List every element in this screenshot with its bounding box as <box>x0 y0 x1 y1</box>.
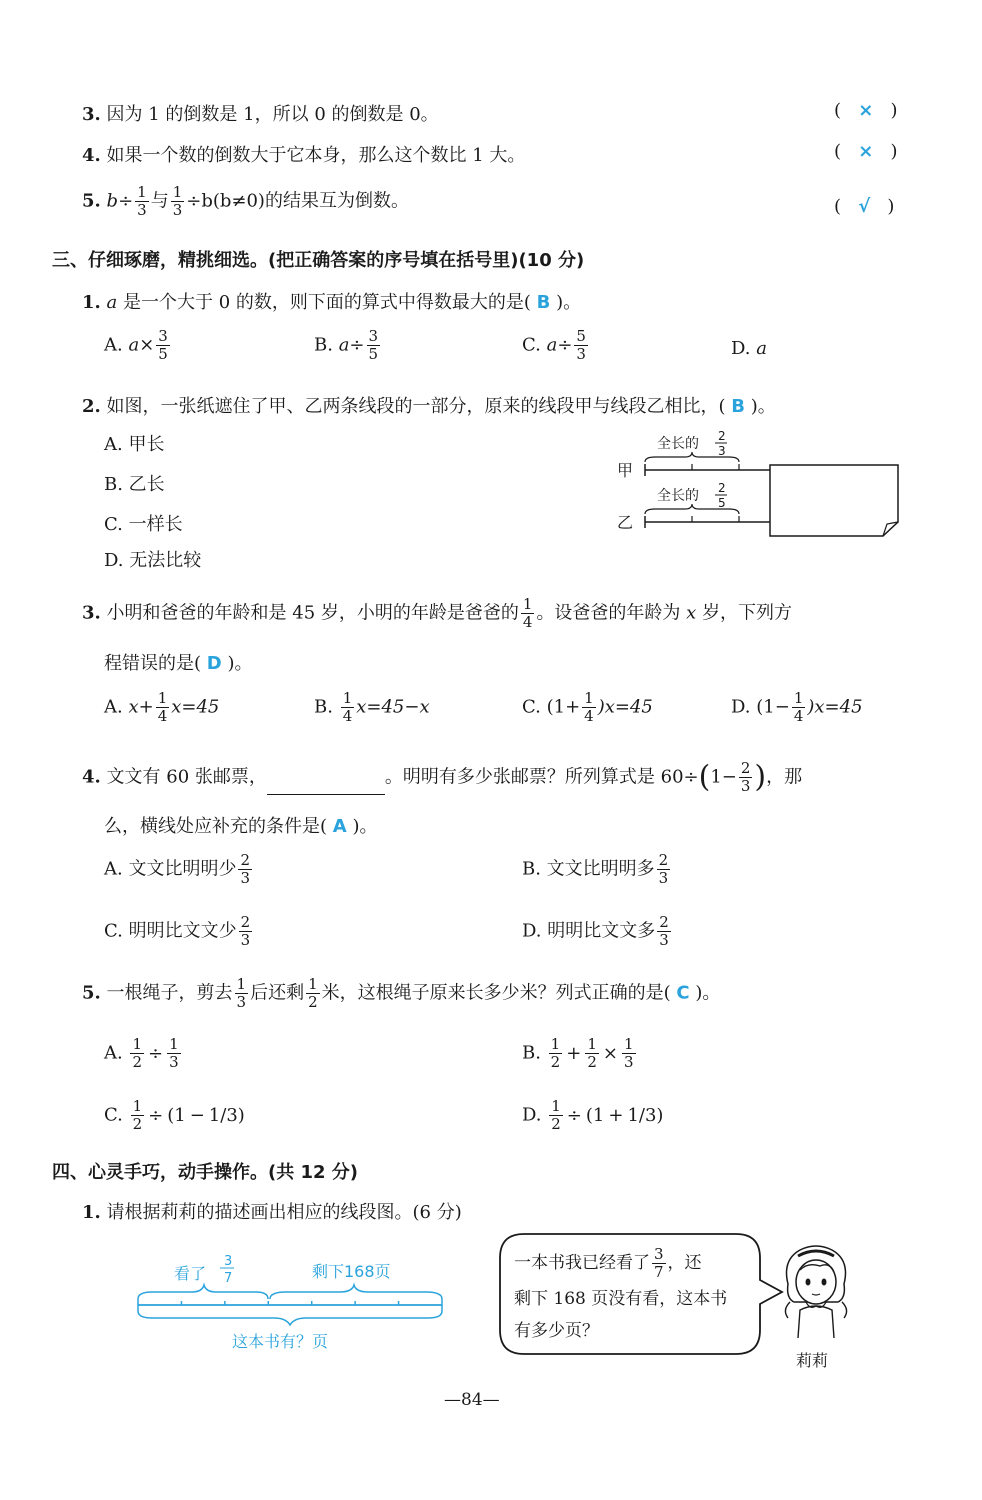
question-text: 岁，下列方 <box>702 602 793 624</box>
remain-label: 剩下168页 <box>312 1262 391 1281</box>
option-label: B. 文文比明明多 <box>522 858 655 880</box>
operator: × <box>602 1042 618 1064</box>
line-segment-diagram <box>130 1245 460 1355</box>
option-label: C. <box>522 696 541 718</box>
answer-paren: ( × ) <box>834 100 898 121</box>
label-yi: 乙 <box>617 513 634 532</box>
numerator: 1 <box>132 1035 142 1053</box>
fraction <box>367 328 381 363</box>
operator: × <box>139 334 155 356</box>
variable-a: a <box>338 334 350 356</box>
expression: 1− <box>710 766 737 788</box>
connector-text: 与 <box>150 190 169 212</box>
fraction <box>135 184 149 219</box>
bubble-line: 一本书我已经看了 <box>514 1253 650 1273</box>
fraction <box>239 914 253 949</box>
section-title: 四、心灵手巧，动手操作。(共 12 分) <box>52 1162 359 1183</box>
fraction <box>238 852 252 887</box>
question-text: 文文有 60 张邮票， <box>106 766 267 788</box>
option-a: A. 甲长 <box>104 434 165 455</box>
answer-paren: ( × ) <box>834 141 898 162</box>
numerator: 1 <box>236 975 247 993</box>
brace-remain <box>270 1285 442 1299</box>
close-paren: )。 <box>750 396 776 417</box>
option-d <box>731 690 863 725</box>
label-full-length: 全长的 <box>657 436 699 452</box>
question-text: ÷b(b≠0)的结果互为倒数。 <box>186 190 409 212</box>
question-text: 米，这根绳子原来长多少米？列式正确的是( <box>321 982 671 1004</box>
option-b <box>522 852 672 887</box>
option-c <box>522 328 590 363</box>
answer-mark: × <box>858 141 874 162</box>
fraction <box>341 690 355 725</box>
answer-paren: ( √ ) <box>834 196 895 217</box>
close-paren: )。 <box>352 816 378 837</box>
denominator: 2 <box>550 1053 561 1071</box>
denominator: 3 <box>169 1053 179 1071</box>
answer-mark: B <box>536 292 551 313</box>
question-text: ，那 <box>766 766 803 788</box>
answer-mark: B <box>731 396 746 417</box>
question-text: 。设爸爸的年龄为 <box>536 602 681 624</box>
question-text: 是一个大于 0 的数，则下面的算式中得数最大的是( <box>117 292 531 313</box>
option-label: A. <box>104 1042 129 1064</box>
question-text: 因为 1 的倒数是 1，所以 0 的倒数是 0。 <box>106 104 439 125</box>
option-a <box>104 690 219 725</box>
paper-cover <box>770 465 898 536</box>
question-continuation <box>104 812 377 838</box>
denominator: 5 <box>368 345 379 363</box>
fraction <box>521 596 535 631</box>
option-c <box>522 690 653 725</box>
numerator: 1 <box>172 183 183 201</box>
numerator: 1 <box>623 1035 634 1053</box>
fraction <box>622 1036 636 1071</box>
expression: x+ <box>128 696 154 718</box>
question-text: 么，横线处应补充的条件是( <box>104 816 328 837</box>
question-number: 4. <box>82 145 101 166</box>
option-d <box>522 914 673 949</box>
denominator: 4 <box>342 707 353 725</box>
fraction <box>156 690 170 725</box>
fraction <box>156 328 170 363</box>
operator: + <box>608 1104 624 1126</box>
operator: ÷ <box>118 190 134 212</box>
numerator: 2 <box>658 851 669 869</box>
question-text: 。明明有多少张邮票？所列算式是 60÷ <box>384 766 699 788</box>
option-b <box>522 1036 638 1071</box>
numerator: 5 <box>576 327 586 345</box>
left-eye <box>806 1279 811 1286</box>
label-full-length: 全长的 <box>657 488 699 504</box>
numerator: 2 <box>740 759 751 777</box>
option-label: A. <box>104 696 123 718</box>
option-label: D. <box>731 338 751 359</box>
numerator: 1 <box>584 689 594 707</box>
variable-a: a <box>128 334 140 356</box>
girl-illustration <box>776 1240 856 1340</box>
denominator: 2 <box>132 1115 143 1133</box>
operator: ÷ <box>349 334 365 356</box>
numerator: 1 <box>587 1035 597 1053</box>
mc-question-3 <box>82 596 792 631</box>
fill-in-blank[interactable] <box>267 776 385 795</box>
numerator: 2 <box>718 481 726 495</box>
variable-a: a <box>106 292 118 313</box>
option-label: B. <box>314 696 333 718</box>
denominator: 4 <box>522 613 533 631</box>
option-b <box>314 328 382 363</box>
answer-mark: A <box>332 816 347 837</box>
denominator: 3 <box>576 345 586 363</box>
numerator: 1 <box>132 1097 143 1115</box>
expression: x=45 <box>171 696 220 718</box>
question-text: 请根据莉莉的描述画出相应的线段图。(6 分) <box>106 1202 462 1223</box>
operator: + <box>566 1042 582 1064</box>
question-number: 3. <box>82 602 101 624</box>
denominator: 5 <box>158 345 168 363</box>
question-text: 小明和爸爸的年龄和是 45 岁，小明的年龄是爸爸的 <box>106 602 519 624</box>
numerator: 2 <box>659 913 669 931</box>
fraction <box>574 328 588 363</box>
expression: )x=45 <box>597 696 653 718</box>
variable-a: a <box>546 334 558 356</box>
question-number: 1. <box>82 1202 101 1223</box>
option-a <box>104 328 172 363</box>
option-label: B. <box>522 1042 547 1064</box>
close-paren: ) <box>754 759 767 795</box>
expression: x=45−x <box>356 696 430 718</box>
operator: ÷ <box>148 1104 164 1126</box>
mc-question-4 <box>82 760 802 795</box>
numerator: 1 <box>793 689 804 707</box>
denominator: 2 <box>132 1053 142 1071</box>
fraction <box>652 1246 666 1281</box>
numerator: 1 <box>308 975 318 993</box>
operation-question-1 <box>82 1198 462 1224</box>
numerator: 2 <box>240 851 250 869</box>
answer-mark: × <box>858 100 874 121</box>
fraction <box>167 1036 181 1071</box>
right-eye <box>822 1279 827 1286</box>
fraction <box>585 1036 599 1071</box>
variable-b: b <box>106 190 119 212</box>
close-paren: )。 <box>695 982 721 1004</box>
denominator: 5 <box>718 496 726 510</box>
denominator: 3 <box>659 931 669 949</box>
operator: 1/3) <box>627 1104 664 1126</box>
denominator: 3 <box>623 1053 634 1071</box>
denominator: 4 <box>157 707 168 725</box>
option-label: C. 明明比文文少 <box>104 920 237 942</box>
question-number: 2. <box>82 396 101 417</box>
denominator: 7 <box>654 1263 664 1281</box>
numerator: 2 <box>718 429 726 443</box>
option-d: D. 无法比较 <box>104 550 202 571</box>
option-b <box>314 690 430 725</box>
operator: ÷ <box>557 334 573 356</box>
fraction <box>657 914 671 949</box>
question-number: 4. <box>82 766 101 788</box>
total-label: 这本书有？页 <box>232 1332 329 1351</box>
denominator: 2 <box>587 1053 597 1071</box>
fraction <box>739 760 753 795</box>
question-text: 如图，一张纸遮住了甲、乙两条线段的一部分，原来的线段甲与线段乙相比，( <box>106 396 726 417</box>
operator: (1 <box>585 1104 605 1126</box>
denominator: 3 <box>658 869 669 887</box>
bubble-text <box>514 1246 702 1281</box>
denominator: 3 <box>172 201 183 219</box>
fraction <box>792 690 806 725</box>
option-label: A. 文文比明明少 <box>104 858 237 880</box>
operator: − <box>189 1104 205 1126</box>
judgment-item-4 <box>82 141 525 167</box>
option-label: C. <box>522 334 541 356</box>
question-text: 如果一个数的倒数大于它本身，那么这个数比 1 大。 <box>106 145 526 166</box>
option-c: C. 一样长 <box>104 514 183 535</box>
denominator: 3 <box>236 993 247 1011</box>
answer-mark: √ <box>858 196 871 217</box>
fraction <box>657 852 671 887</box>
denominator: 4 <box>584 707 594 725</box>
option-label: D. <box>731 696 751 718</box>
operator: (1 <box>167 1104 186 1126</box>
variable-a: a <box>756 338 767 359</box>
close-paren: )。 <box>227 653 253 674</box>
option-c <box>104 1098 247 1133</box>
bubble-line: ，还 <box>667 1253 702 1273</box>
open-paren: ( <box>698 759 711 795</box>
option-label: A. <box>104 334 123 356</box>
mc-question-5 <box>82 976 720 1011</box>
character-name: 莉莉 <box>796 1351 829 1370</box>
option-a <box>104 852 254 887</box>
section-title: 三、仔细琢磨，精挑细选。(把正确答案的序号填在括号里)(10 分) <box>52 250 585 271</box>
question-number: 5. <box>82 982 101 1004</box>
numerator: 1 <box>137 183 147 201</box>
operator: ÷ <box>566 1104 582 1126</box>
fraction <box>306 976 320 1011</box>
numerator: 1 <box>522 595 533 613</box>
operator: 1/3) <box>208 1104 245 1126</box>
denominator: 3 <box>240 869 250 887</box>
brace-read <box>138 1285 268 1299</box>
judgment-item-3 <box>82 100 439 126</box>
option-label: D. 明明比文文多 <box>522 920 656 942</box>
fraction <box>171 184 185 219</box>
option-c <box>104 914 254 949</box>
close-paren: )。 <box>556 292 582 313</box>
fraction <box>131 1098 145 1133</box>
numerator: 1 <box>551 1097 561 1115</box>
question-number: 3. <box>82 104 101 125</box>
denominator: 3 <box>718 444 726 458</box>
denominator: 3 <box>137 201 147 219</box>
option-d <box>731 338 767 359</box>
label-jia: 甲 <box>617 461 634 480</box>
numerator: 2 <box>240 913 251 931</box>
expression: (1− <box>756 696 790 718</box>
mc-question-1 <box>82 288 581 314</box>
bubble-line-3: 有多少页？ <box>514 1321 599 1341</box>
expression: )x=45 <box>807 696 863 718</box>
denominator: 2 <box>551 1115 561 1133</box>
answer-mark: D <box>206 653 222 674</box>
option-b: B. 乙长 <box>104 474 165 495</box>
operator: ÷ <box>148 1042 164 1064</box>
question-continuation <box>104 649 252 675</box>
option-label: B. <box>314 334 333 356</box>
denominator: 3 <box>740 777 751 795</box>
fraction <box>549 1098 563 1133</box>
answer-mark: C <box>676 982 690 1004</box>
numerator: 1 <box>342 689 353 707</box>
numerator: 1 <box>550 1035 561 1053</box>
page-number: —84— <box>444 1390 500 1410</box>
read-label: 看了 <box>174 1264 207 1283</box>
question-text: 后还剩 <box>250 982 305 1004</box>
mc-question-2 <box>82 392 776 418</box>
question-text: 程错误的是( <box>104 653 202 674</box>
denominator: 2 <box>308 993 318 1011</box>
numerator: 1 <box>157 689 168 707</box>
denominator: 7 <box>224 1271 233 1286</box>
bubble-line-2: 剩下 168 页没有看，这本书 <box>514 1289 728 1309</box>
denominator: 3 <box>240 931 251 949</box>
numerator: 3 <box>654 1245 664 1263</box>
fraction <box>582 690 596 725</box>
option-d <box>522 1098 665 1133</box>
body <box>798 1306 834 1338</box>
question-number: 5. <box>82 190 101 212</box>
option-a <box>104 1036 183 1071</box>
numerator: 3 <box>368 327 379 345</box>
judgment-item-5 <box>82 184 409 219</box>
denominator: 4 <box>793 707 804 725</box>
numerator: 3 <box>158 327 168 345</box>
variable-x: x <box>686 602 697 624</box>
segment-figure <box>615 424 905 544</box>
fraction <box>130 1036 144 1071</box>
fraction <box>549 1036 563 1071</box>
question-text: 一根绳子，剪去 <box>106 982 233 1004</box>
option-label: D. <box>522 1104 548 1126</box>
brace-total <box>138 1311 442 1325</box>
numerator: 3 <box>224 1254 233 1269</box>
numerator: 1 <box>169 1035 179 1053</box>
fraction <box>235 976 249 1011</box>
question-number: 1. <box>82 292 101 313</box>
expression: (1+ <box>546 696 581 718</box>
option-label: C. <box>104 1104 129 1126</box>
